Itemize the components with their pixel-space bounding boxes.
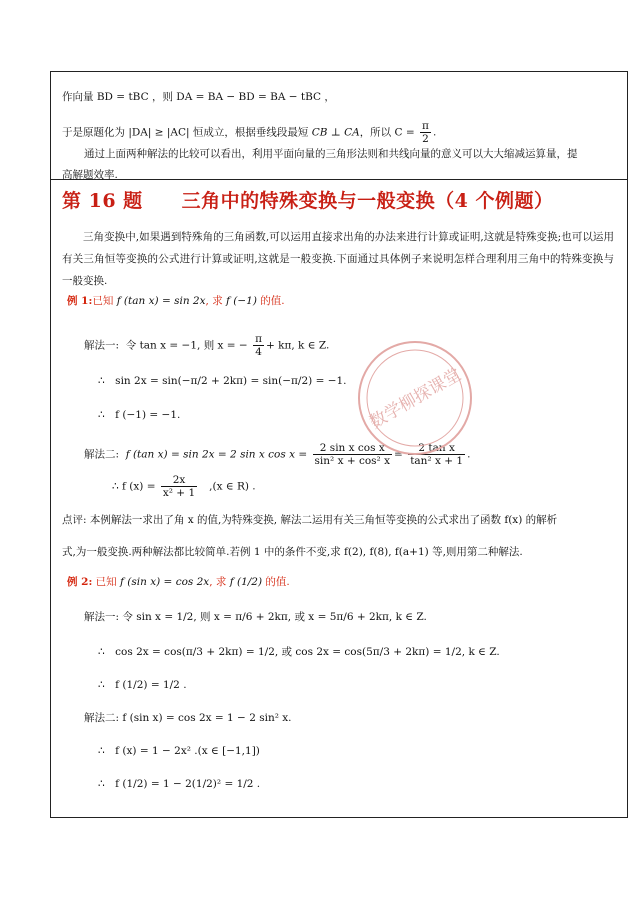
watermark-text: 数学柳探课堂 (366, 364, 465, 434)
ex1-solution-2: 解法二: f (tan x) = sin 2x = 2 sin x cos x = $\frac{\text{2 sin x cos x}}{\text{sin² x + cos² x}}$ = $\frac{\text{2 tan x}}{\text{tan² x + 1}}$ . (84, 442, 471, 467)
watermark-stamp (355, 338, 475, 458)
top-line-2: 于是原题化为 |DA| ≥ |AC| 恒成立，根据垂线段最短 CB ⊥ CA，所以 C = $\frac{\pi}{2}$ . (62, 120, 437, 145)
ex1-step-2: ∴ sin 2x = sin(−π/2 + 2kπ) = sin(−π/2) = −1. (98, 375, 347, 387)
ex1-solution-1: 解法一: 令 tan x = −1, 则 x = − $\frac{\pi}{4}$ + kπ, k ∈ Z. (84, 333, 330, 358)
comment-line-1: 点评: 本例解法一求出了角 x 的值,为特殊变换, 解法二运用有关三角恒等变换的公式求出了函数 f(x) 的解析 (62, 514, 558, 526)
example-2-prompt: 例 2: 已知 f (sin x) = cos 2x, 求 f (1/2) 的值. (67, 576, 290, 588)
section-title: 第 16 题 三角中的特殊变换与一般变换（4 个例题） (62, 190, 554, 212)
ex2-step-2: ∴ cos 2x = cos(π/3 + 2kπ) = 1/2, 或 cos 2x = cos(5π/3 + 2kπ) = 1/2, k ∈ Z. (98, 646, 500, 658)
top-line-4: 高解题效率. (62, 169, 118, 181)
ex2-solution-2: 解法二: f (sin x) = cos 2x = 1 − 2 sin² x. (84, 712, 292, 724)
ex1-result: ∴ f (x) = $\frac{2x}{\text{x² + 1}}$ ,(x ∈ R) . (112, 474, 256, 499)
top-line-3: 通过上面两种解法的比较可以看出，利用平面向量的三角形法则和共线向量的意义可以大大缩减运算量，提 (84, 148, 578, 160)
top-line-1: 作向量 BD = tBC ，则 DA = BA − BD = BA − tBC ， (62, 91, 335, 103)
ex2-solution-1: 解法一: 令 sin x = 1/2, 则 x = π/6 + 2kπ, 或 x = 5π/6 + 2kπ, k ∈ Z. (84, 611, 427, 623)
ex2-step-3: ∴ f (1/2) = 1/2 . (98, 679, 187, 691)
example-1-prompt: 例 1:已知 f (tan x) = sin 2x, 求 f (−1) 的值. (67, 295, 285, 307)
ex2-step-5: ∴ f (x) = 1 − 2x² .(x ∈ [−1,1]) (98, 745, 260, 757)
comment-line-2: 式,为一般变换.两种解法都比较简单.若例 1 中的条件不变,求 f(2), f(8), f(a+1) 等,则用第二种解法. (62, 546, 523, 558)
intro-paragraph: 三角变换中,如果遇到特殊角的三角函数,可以运用直接求出角的办法来进行计算或证明,这就是特殊变换;也可以运用有关三角恒等变换的公式进行计算或证明,这就是一般变换.下面通过具体例子来说明怎样合理利用三角中的特殊变换与一般变换. (62, 231, 614, 287)
ex1-step-3: ∴ f (−1) = −1. (98, 409, 181, 421)
ex2-step-6: ∴ f (1/2) = 1 − 2(1/2)² = 1/2 . (98, 778, 261, 790)
